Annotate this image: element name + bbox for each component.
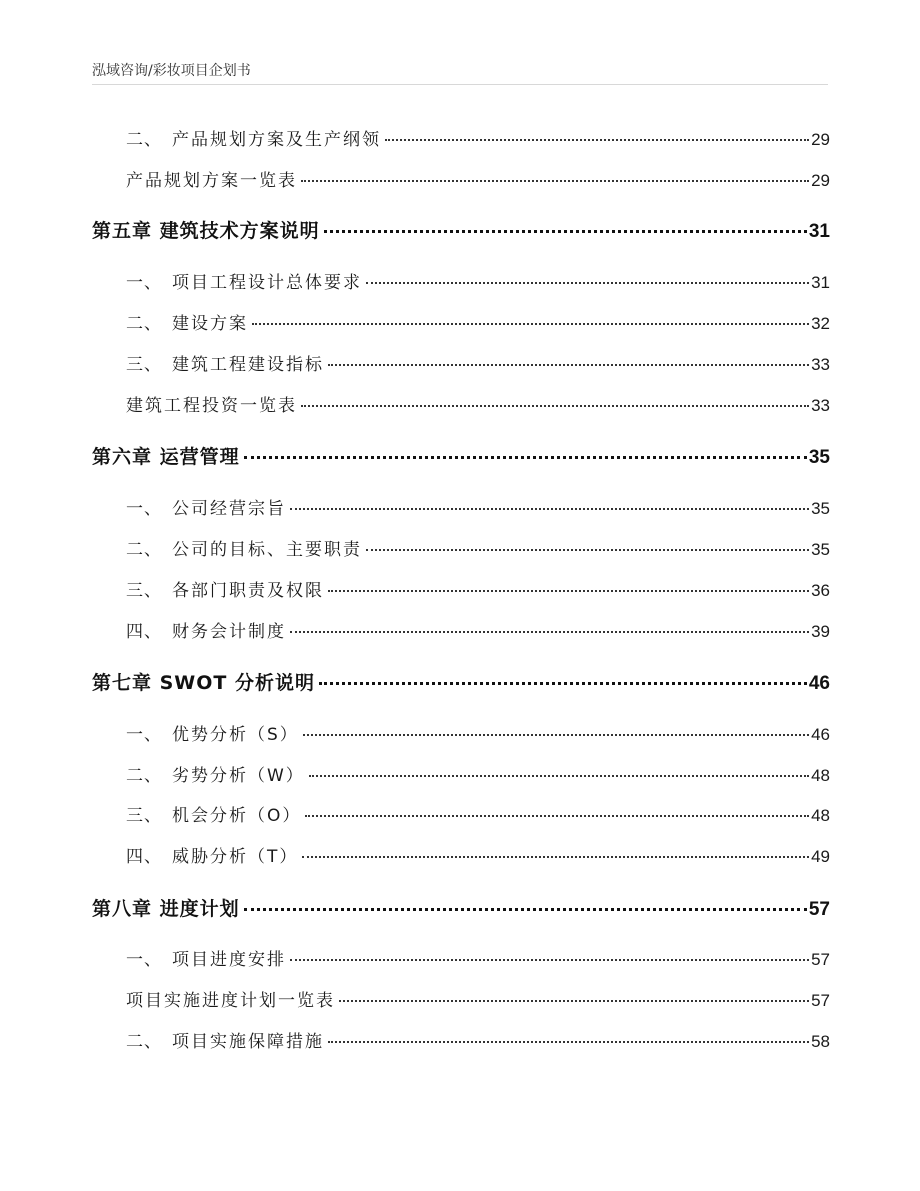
entry-page-number: 33 <box>811 396 830 415</box>
entry-number: 一、 <box>126 273 162 293</box>
dot-leader <box>290 631 809 633</box>
entry-number: 一、 <box>126 499 162 519</box>
entry-title: 优势分析（S） <box>172 725 299 745</box>
toc-chapter-entry[interactable] <box>92 668 830 695</box>
entry-page-number: 48 <box>811 806 830 825</box>
toc-section-entry[interactable] <box>92 1027 830 1052</box>
entry-page-number: 46 <box>811 725 830 744</box>
entry-title: 项目进度安排 <box>172 950 286 970</box>
toc-section-entry[interactable] <box>92 761 830 786</box>
dot-leader <box>324 230 807 233</box>
dot-leader <box>290 959 809 961</box>
dot-leader <box>244 456 807 459</box>
entry-title: 第六章 运营管理 <box>92 446 240 468</box>
entry-number: 二、 <box>126 314 162 334</box>
toc-section-entry[interactable] <box>92 842 830 867</box>
entry-title: 第五章 建筑技术方案说明 <box>92 220 320 242</box>
entry-page-number: 58 <box>811 1032 830 1051</box>
toc-section-entry[interactable] <box>92 391 830 416</box>
entry-title: 第八章 进度计划 <box>92 898 240 920</box>
toc-section-entry[interactable] <box>92 576 830 601</box>
dot-leader <box>302 856 809 858</box>
entry-number: 三、 <box>126 355 162 375</box>
dot-leader <box>301 180 809 182</box>
entry-number: 二、 <box>126 130 162 150</box>
toc-section-entry[interactable] <box>92 535 830 560</box>
entry-page-number: 46 <box>808 673 830 694</box>
entry-page-number: 35 <box>811 499 830 518</box>
toc-section-entry[interactable] <box>92 720 830 745</box>
entry-page-number: 57 <box>808 899 830 920</box>
entry-page-number: 48 <box>811 766 830 785</box>
dot-leader <box>328 590 809 592</box>
entry-number: 四、 <box>126 622 162 642</box>
entry-page-number: 57 <box>811 950 830 969</box>
entry-number: 一、 <box>126 725 162 745</box>
entry-page-number: 35 <box>811 540 830 559</box>
entry-page-number: 29 <box>811 171 830 190</box>
dot-leader <box>328 364 809 366</box>
dot-leader <box>319 682 807 685</box>
dot-leader <box>366 282 809 284</box>
toc-section-entry[interactable] <box>92 945 830 970</box>
entry-title: 建筑工程建设指标 <box>172 355 324 375</box>
entry-number: 三、 <box>126 581 162 601</box>
toc-section-entry[interactable] <box>92 986 830 1011</box>
dot-leader <box>305 815 809 817</box>
toc-section-entry[interactable] <box>92 268 830 293</box>
header-rule <box>92 84 828 85</box>
entry-title: 公司经营宗旨 <box>172 499 286 519</box>
entry-page-number: 36 <box>811 581 830 600</box>
toc-section-entry[interactable] <box>92 617 830 642</box>
dot-leader <box>290 508 809 510</box>
toc-section-entry[interactable] <box>92 801 830 826</box>
entry-number: 二、 <box>126 766 162 786</box>
entry-number: 四、 <box>126 847 162 867</box>
entry-page-number: 31 <box>811 273 830 292</box>
entry-page-number: 29 <box>811 130 830 149</box>
entry-number: 三、 <box>126 806 162 826</box>
toc-section-entry[interactable] <box>92 350 830 375</box>
entry-title: 威胁分析（T） <box>172 847 299 867</box>
entry-title: 机会分析（O） <box>172 806 302 826</box>
dot-leader <box>303 734 809 736</box>
dot-leader <box>328 1041 809 1043</box>
toc-chapter-entry[interactable] <box>92 442 830 469</box>
toc-section-entry[interactable] <box>92 494 830 519</box>
entry-title: 公司的目标、主要职责 <box>172 540 362 560</box>
entry-page-number: 31 <box>808 221 830 242</box>
entry-title: 项目实施进度计划一览表 <box>126 991 335 1011</box>
entry-page-number: 35 <box>808 447 830 468</box>
entry-title: 第七章 SWOT 分析说明 <box>92 672 315 694</box>
entry-number: 二、 <box>126 540 162 560</box>
entry-title: 财务会计制度 <box>172 622 286 642</box>
entry-number: 二、 <box>126 1032 162 1052</box>
entry-title: 项目工程设计总体要求 <box>172 273 362 293</box>
entry-page-number: 49 <box>811 847 830 866</box>
entry-title: 各部门职责及权限 <box>172 581 324 601</box>
toc-section-entry[interactable] <box>92 166 830 191</box>
entry-page-number: 33 <box>811 355 830 374</box>
entry-title: 建筑工程投资一览表 <box>126 396 297 416</box>
dot-leader <box>301 405 809 407</box>
entry-title: 产品规划方案一览表 <box>126 171 297 191</box>
dot-leader <box>244 908 807 911</box>
dot-leader <box>366 549 809 551</box>
entry-title: 劣势分析（W） <box>172 766 305 786</box>
entry-number: 一、 <box>126 950 162 970</box>
dot-leader <box>339 1000 809 1002</box>
entry-page-number: 39 <box>811 622 830 641</box>
entry-title: 产品规划方案及生产纲领 <box>172 130 381 150</box>
page-header: 泓域咨询/彩妆项目企划书 <box>92 63 251 79</box>
toc-chapter-entry[interactable] <box>92 894 830 921</box>
dot-leader <box>252 323 809 325</box>
entry-page-number: 57 <box>811 991 830 1010</box>
toc-chapter-entry[interactable] <box>92 216 830 243</box>
dot-leader <box>309 775 809 777</box>
entry-page-number: 32 <box>811 314 830 333</box>
entry-title: 项目实施保障措施 <box>172 1032 324 1052</box>
toc-section-entry[interactable] <box>92 125 830 150</box>
entry-title: 建设方案 <box>172 314 248 334</box>
dot-leader <box>385 139 809 141</box>
toc-section-entry[interactable] <box>92 309 830 334</box>
